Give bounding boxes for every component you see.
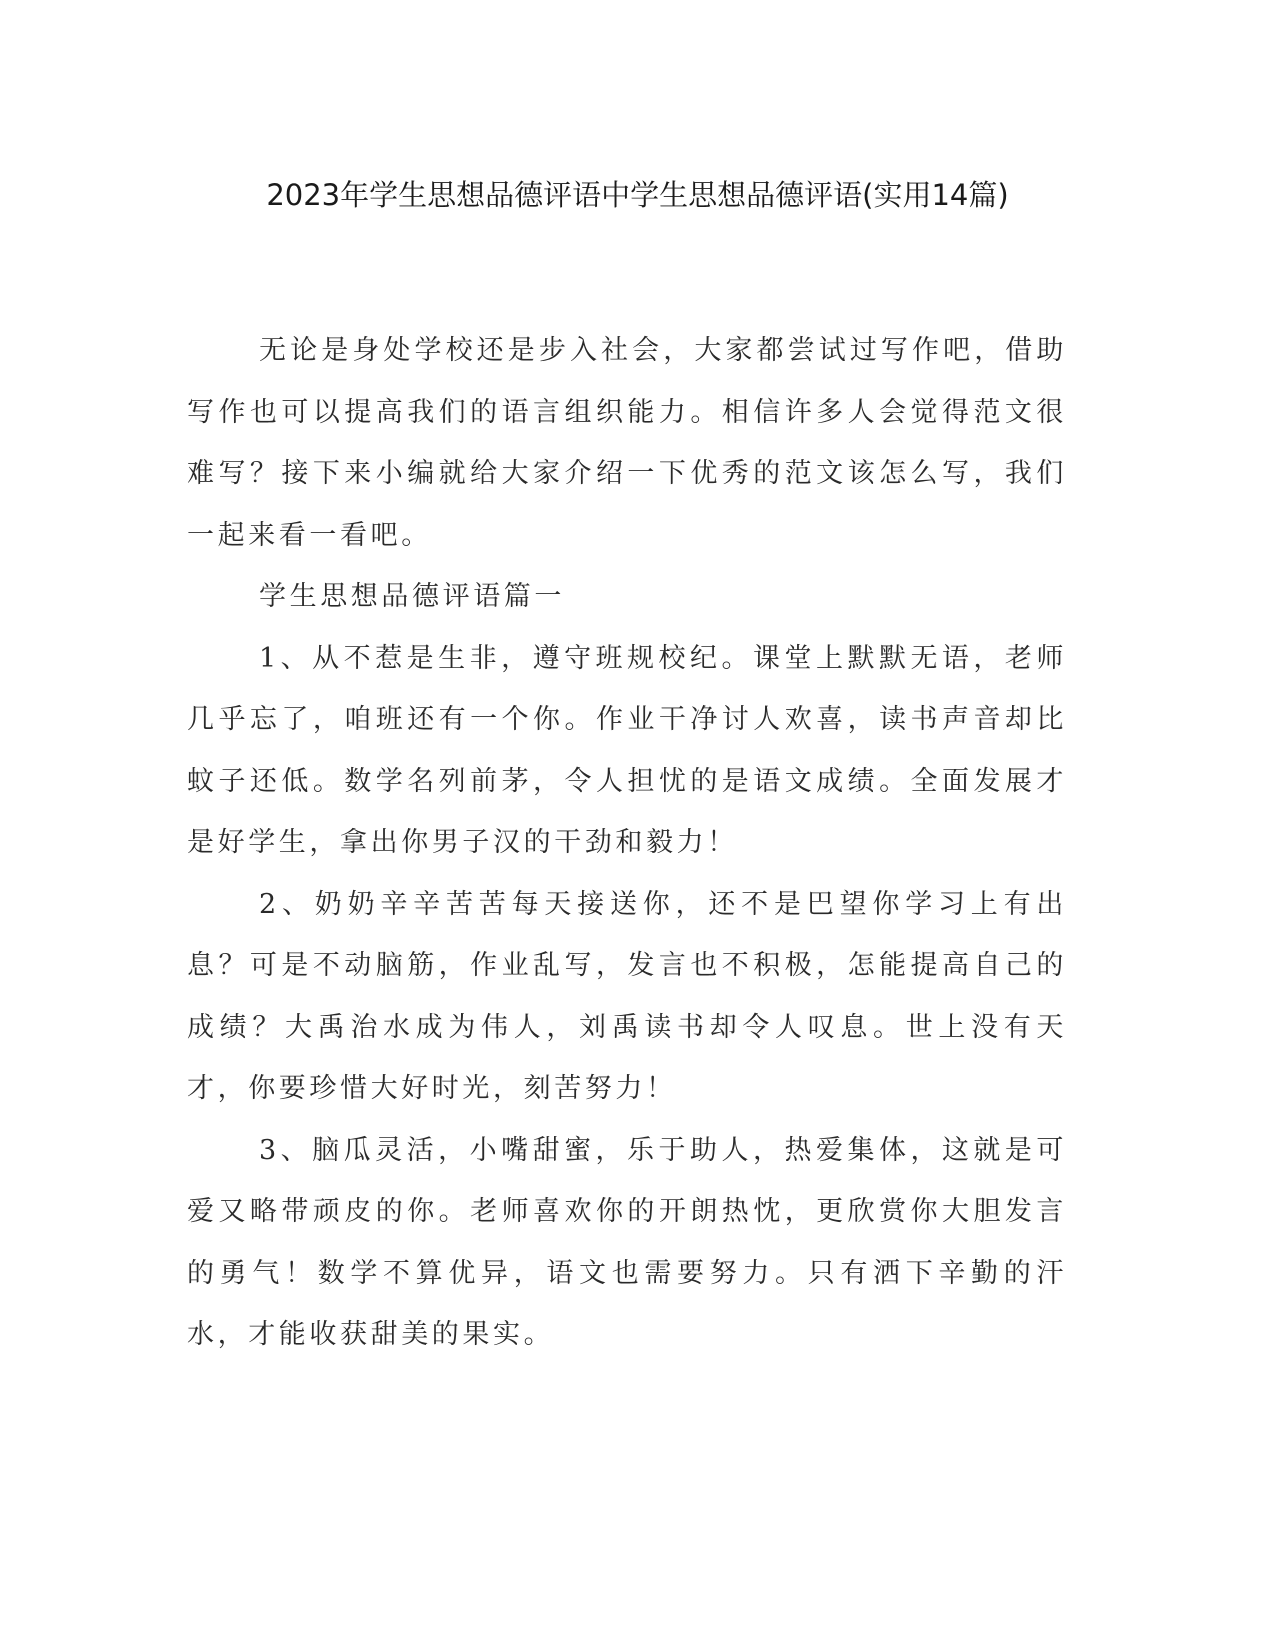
comment-paragraph-3: 3、脑瓜灵活，小嘴甜蜜，乐于助人，热爱集体，这就是可爱又略带顽皮的你。老师喜欢你的开朗热忱，更欣赏你大胆发言的勇气！数学不算优异，语文也需要努力。只有洒下辛勤的汗水，才能收获甜美的果实。 (187, 1134, 1067, 1350)
comment-paragraph-1: 1、从不惹是生非，遵守班规校纪。课堂上默默无语，老师几乎忘了，咱班还有一个你。作业干净讨人欢喜，读书声音却比蚊子还低。数学名列前茅，令人担忧的是语文成绩。全面发展才是好学生，拿出你男子汉的干劲和毅力！ (187, 642, 1067, 858)
document-body (187, 320, 1067, 1366)
comment-paragraph-2: 2、奶奶辛辛苦苦每天接送你，还不是巴望你学习上有出息？可是不动脑筋，作业乱写，发言也不积极，怎能提高自己的成绩？大禹治水成为伟人，刘禹读书却令人叹息。世上没有天才，你要珍惜大好时光，刻苦努力！ (187, 888, 1067, 1104)
section-heading: 学生思想品德评语篇一 (259, 581, 565, 612)
document-title: 2023年学生思想品德评语中学生思想品德评语(实用14篇) (266, 178, 1009, 212)
intro-paragraph: 无论是身处学校还是步入社会，大家都尝试过写作吧，借助写作也可以提高我们的语言组织能力。相信许多人会觉得范文很难写？接下来小编就给大家介绍一下优秀的范文该怎么写，我们一起来看一看吧。 (187, 335, 1067, 551)
